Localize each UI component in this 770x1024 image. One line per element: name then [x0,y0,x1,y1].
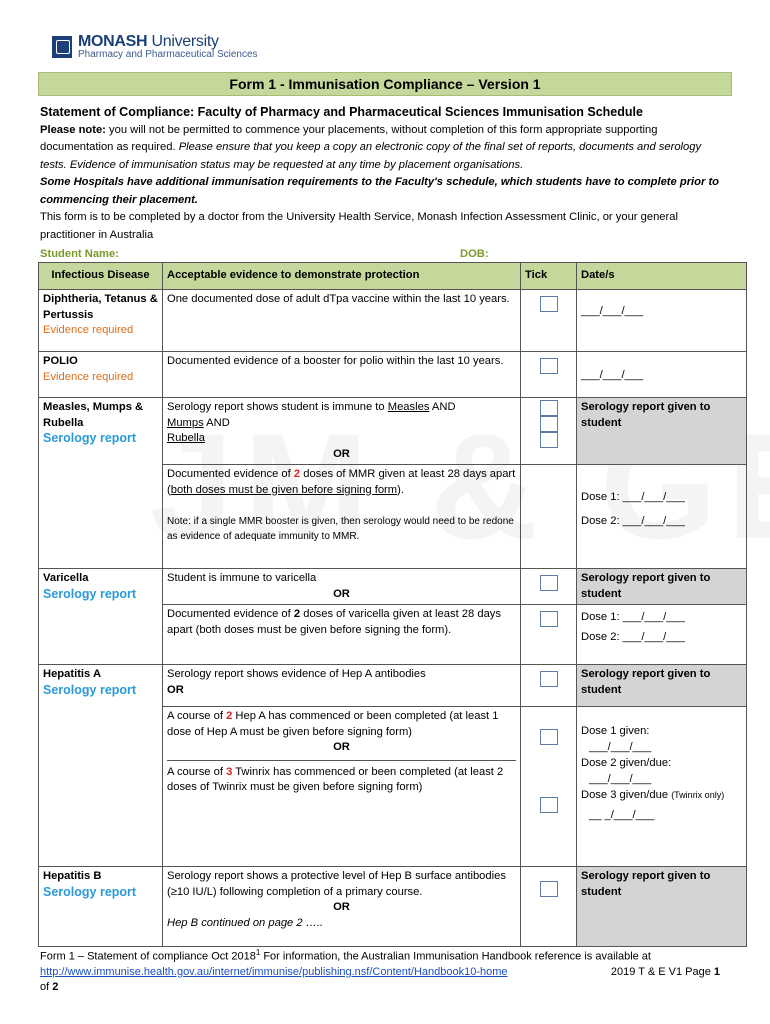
tick-cell-varicella [521,569,577,605]
tick-cell-polio [521,352,577,398]
student-name-label: Student Name: [40,248,119,260]
mmr-dose2[interactable]: Dose 2: ___/___/___ [581,515,685,527]
tick-cell-dtp [521,290,577,352]
table-row-dtp [39,290,747,352]
tick-checkbox-mumps[interactable] [540,416,558,432]
dates-mmr [577,465,747,569]
form-title: Form 1 - Immunisation Compliance – Version 1 [38,72,732,96]
evidence-varicella-doses: Documented evidence of 2 doses of varicella given at least 28 days apart (both doses must be given before signing the form). [163,605,521,665]
immunisation-table [38,262,747,947]
please-note: Please note: you will not be permitted to commence your placements, without completion of this form appropriate supporting documentation as required. Please ensure that you keep a copy an electronic copy of the final set of reports, documents and serology tests. Evidence of immunisation status may be requested at any time by placement organisations. [40,123,702,171]
statement-heading: Statement of Compliance: Faculty of Pharmacy and Pharmaceutical Sciences Immunisation Schedule [40,105,643,119]
hepa-dose1-date[interactable]: ___/___/___ [589,741,652,753]
header-evidence: Acceptable evidence to demonstrate protection [163,263,521,290]
header-disease: Infectious Disease [39,263,163,290]
footer-link-row [40,965,740,980]
serology-given-hepb: Serology report given to student [577,867,747,947]
varicella-dose2[interactable]: Dose 2: ___/___/___ [581,631,685,643]
tick-cell-hepb [521,867,577,947]
separator-line [167,760,516,761]
evidence-mmr-serology: Serology report shows student is immune to Measles AND Mumps AND Rubella OR [163,398,521,465]
footer-text: Form 1 – Statement of compliance Oct 2018$^1$ For information, the Australian Immunisation Handbook reference is available at [40,948,651,963]
tick-cell-varicella-doses [521,605,577,665]
tick-checkbox-polio[interactable] [540,358,558,374]
footer [40,945,740,995]
logo-subtitle: Pharmacy and Pharmaceutical Sciences [78,49,258,60]
hepa-dose3-label: Dose 3 given/due (Twinrix only) [581,789,725,801]
tick-checkbox-twinrix[interactable] [540,797,558,813]
disease-varicella: Varicella Serology report [39,569,163,665]
tick-checkbox-hepb[interactable] [540,881,558,897]
tick-cell-mmr [521,398,577,465]
date-polio[interactable]: ___/___/___ [577,352,747,398]
evidence-hepa-serology: Serology report shows evidence of Hep A antibodies OR [163,665,521,707]
disease-hepb: Hepatitis B Serology report [39,867,163,947]
hepa-dose2-label: Dose 2 given/due: [581,757,672,769]
tick-checkbox-hepa-course[interactable] [540,729,558,745]
table-row-polio [39,352,747,398]
logo-title: MONASH University [78,33,219,50]
tick-checkbox-measles[interactable] [540,400,558,416]
disease-hepa: Hepatitis A Serology report [39,665,163,867]
header-tick: Tick [521,263,577,290]
dob-label: DOB: [460,248,489,260]
tick-checkbox-rubella[interactable] [540,432,558,448]
tick-checkbox-varicella-serology[interactable] [540,575,558,591]
hepa-dose1-label: Dose 1 given: [581,725,650,737]
table-row-hepa [39,665,747,707]
date-dtp[interactable]: ___/___/___ [577,290,747,352]
page-total: of 2 [40,980,59,993]
monash-crest-icon [52,36,72,58]
hospital-note: Some Hospitals have additional immunisation requirements to the Faculty's schedule, which students have to complete prior to commencing their placement. [40,176,720,206]
tick-checkbox-varicella-doses[interactable] [540,611,558,627]
evidence-varicella-serology: Student is immune to varicella OR [163,569,521,605]
disease-polio: POLIO Evidence required [39,352,163,398]
evidence-hepb: Serology report shows a protective level of Hep B surface antibodies (≥10 IU/L) following completion of a primary course. OR Hep B continued on page 2 ….. [163,867,521,947]
page-number: 2019 T & E V1 Page 1 [610,965,720,978]
tick-cell-hepa [521,665,577,707]
serology-given-hepa: Serology report given to student [577,665,747,707]
handbook-link[interactable]: http://www.immunise.health.gov.au/internet/immunise/publishing.nsf/Content/Handbook10-home [40,965,508,978]
tick-checkbox-hepa-serology[interactable] [540,671,558,687]
evidence-dtp: One documented dose of adult dTpa vaccine within the last 10 years. [163,290,521,352]
table-row-mmr [39,398,747,465]
table-row-hepb [39,867,747,947]
dates-varicella [577,605,747,665]
evidence-mmr-doses: Documented evidence of 2 doses of MMR given at least 28 days apart (both doses must be given before signing form). Note: if a single MMR booster is given, then serology would need to be redone as evidence of adequate immunity to MMR. [163,465,521,569]
dates-hepa [577,707,747,867]
table-header-row [39,263,747,290]
completion-text: This form is to be completed by a doctor from the University Health Service, Monash Infection Assessment Clinic, or your general practitioner in Australia [40,211,678,241]
table-row-varicella [39,569,747,605]
hepa-dose2-date[interactable]: ___/___/___ [589,773,652,785]
serology-given-varicella: Serology report given to student [577,569,747,605]
evidence-polio: Documented evidence of a booster for polio within the last 10 years. [163,352,521,398]
statement-block [40,104,730,244]
serology-given-mmr: Serology report given to student [577,398,747,465]
hepa-dose3-date[interactable]: __ _/___/___ [589,809,655,821]
varicella-dose1[interactable]: Dose 1: ___/___/___ [581,611,685,623]
tick-checkbox-dtp[interactable] [540,296,558,312]
tick-cell-hepa-doses [521,707,577,867]
evidence-hepa-doses: A course of 2 Hep A has commenced or been completed (at least 1 dose of Hep A must be given before signing form) OR A course of 3 Twinrix has commenced or been completed (at least 2 doses of Twinrix must be given before signing form) [163,707,521,867]
monash-logo [52,34,258,60]
tick-cell-mmr-doses [521,465,577,569]
header-dates: Date/s [577,263,747,290]
disease-dtp: Diphtheria, Tetanus & Pertussis Evidence required [39,290,163,352]
mmr-dose1[interactable]: Dose 1: ___/___/___ [581,491,685,503]
disease-mmr: Measles, Mumps & Rubella Serology report [39,398,163,569]
